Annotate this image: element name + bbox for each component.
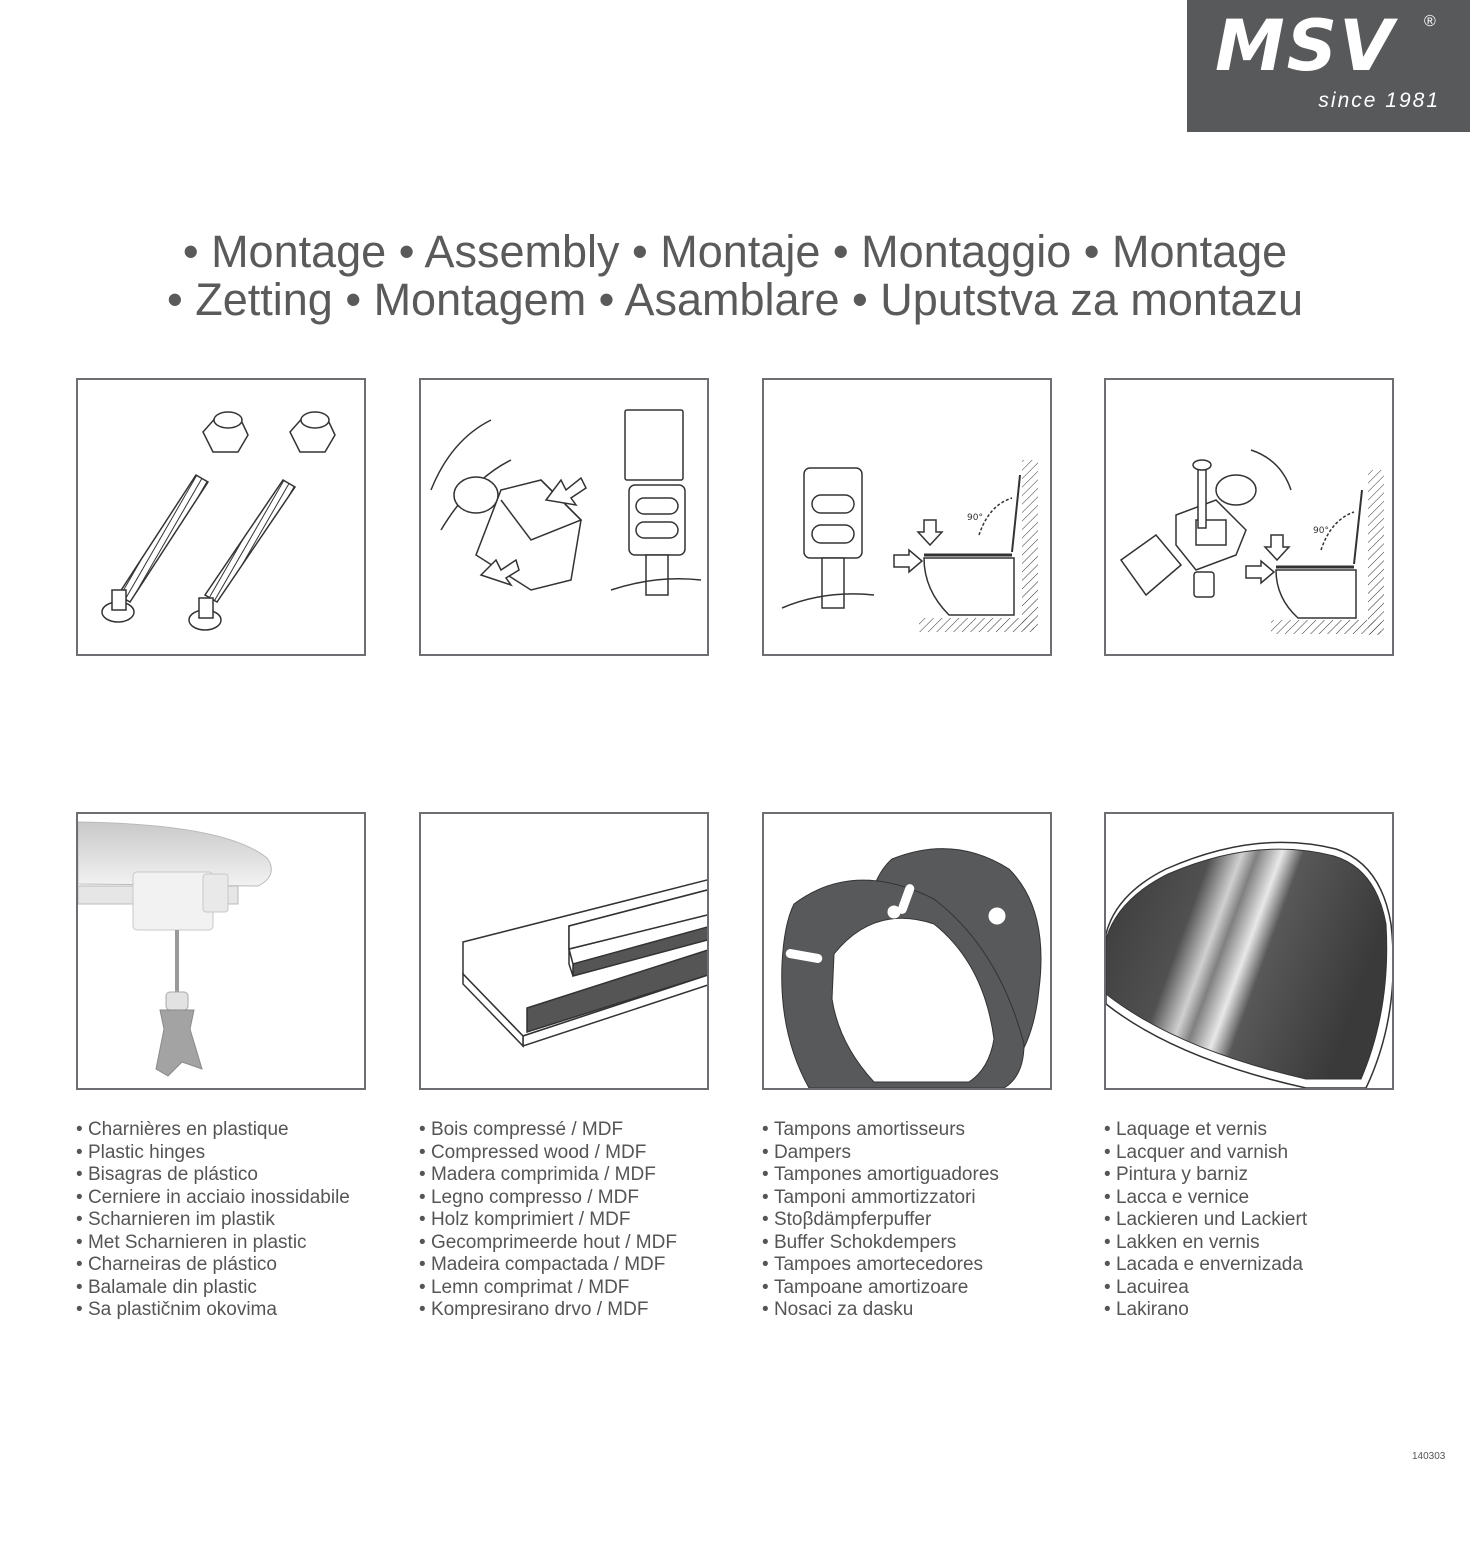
list-item: • Compressed wood / MDF [419,1142,677,1165]
document-code: 140303 [1412,1451,1446,1462]
list-item: • Lackieren und Lackiert [1104,1209,1307,1232]
list-item: • Lakken en vernis [1104,1232,1307,1255]
list-item: • Charneiras de plástico [76,1254,350,1277]
list-item: • Madeira compactada / MDF [419,1254,677,1277]
list-item: • Met Scharnieren in plastic [76,1232,350,1255]
list-item: • Legno compresso / MDF [419,1187,677,1210]
dampers-seat-icon [764,814,1050,1088]
angle-label: 90° [967,513,983,523]
title-line-2: • Zetting • Montagem • Asamblare • Uputstva za montazu [166,274,1304,325]
list-item: • Buffer Schokdempers [762,1232,999,1255]
feature-list-mdf [419,1119,677,1322]
feature-panel-mdf [419,812,709,1090]
list-item: • Pintura y barniz [1104,1164,1307,1187]
logo-wordmark: MSV [1215,5,1396,87]
list-item: • Lacuirea [1104,1277,1307,1300]
list-item: • Holz komprimiert / MDF [419,1209,677,1232]
hinge-block-insert-icon [421,380,707,654]
list-item: • Lemn comprimat / MDF [419,1277,677,1300]
list-item: • Stoβdämpferpuffer [762,1209,999,1232]
brand-logo [1187,0,1470,132]
list-item: • Lacada e envernizada [1104,1254,1307,1277]
list-item: • Plastic hinges [76,1142,350,1165]
list-item: • Scharnieren im plastik [76,1209,350,1232]
list-item: • Dampers [762,1142,999,1165]
list-item: • Lacca e vernice [1104,1187,1307,1210]
feature-list-dampers [762,1119,999,1322]
list-item: • Nosaci za dasku [762,1299,999,1322]
registered-mark: ® [1424,13,1436,30]
bolts-and-nuts-icon [78,380,364,654]
seat-placement-icon [764,380,1050,654]
list-item: • Lakirano [1104,1299,1307,1322]
assembly-step-4-panel [1104,378,1394,656]
list-item: • Bisagras de plástico [76,1164,350,1187]
list-item: • Madera comprimida / MDF [419,1164,677,1187]
list-item: • Kompresirano drvo / MDF [419,1299,677,1322]
list-item: • Cerniere in acciaio inossidabile [76,1187,350,1210]
assembly-step-1-panel [76,378,366,656]
list-item: • Tampones amortiguadores [762,1164,999,1187]
assembly-step-2-panel [419,378,709,656]
list-item: • Charnières en plastique [76,1119,350,1142]
feature-panel-lacquer [1104,812,1394,1090]
feature-list-lacquer [1104,1119,1307,1322]
logo-tagline: since 1981 [1318,89,1440,112]
angle-label: 90° [1313,526,1329,536]
mdf-board-icon [421,814,707,1088]
feature-list-plastic-hinges [76,1119,350,1322]
list-item: • Bois compressé / MDF [419,1119,677,1142]
assembly-step-3-panel [762,378,1052,656]
bolt-fixing-icon [1106,380,1392,654]
list-item: • Tampoes amortecedores [762,1254,999,1277]
list-item: • Gecomprimeerde hout / MDF [419,1232,677,1255]
list-item: • Tamponi ammortizzatori [762,1187,999,1210]
list-item: • Sa plastičnim okovima [76,1299,350,1322]
plastic-hinge-icon [78,814,364,1088]
list-item: • Tampons amortisseurs [762,1119,999,1142]
lacquered-lid-icon [1106,814,1392,1088]
feature-panel-plastic-hinges [76,812,366,1090]
feature-panel-dampers [762,812,1052,1090]
list-item: • Laquage et vernis [1104,1119,1307,1142]
title-line-1: • Montage • Assembly • Montaje • Montaggio • Montage [182,226,1288,277]
list-item: • Balamale din plastic [76,1277,350,1300]
list-item: • Lacquer and varnish [1104,1142,1307,1165]
list-item: • Tampoane amortizoare [762,1277,999,1300]
